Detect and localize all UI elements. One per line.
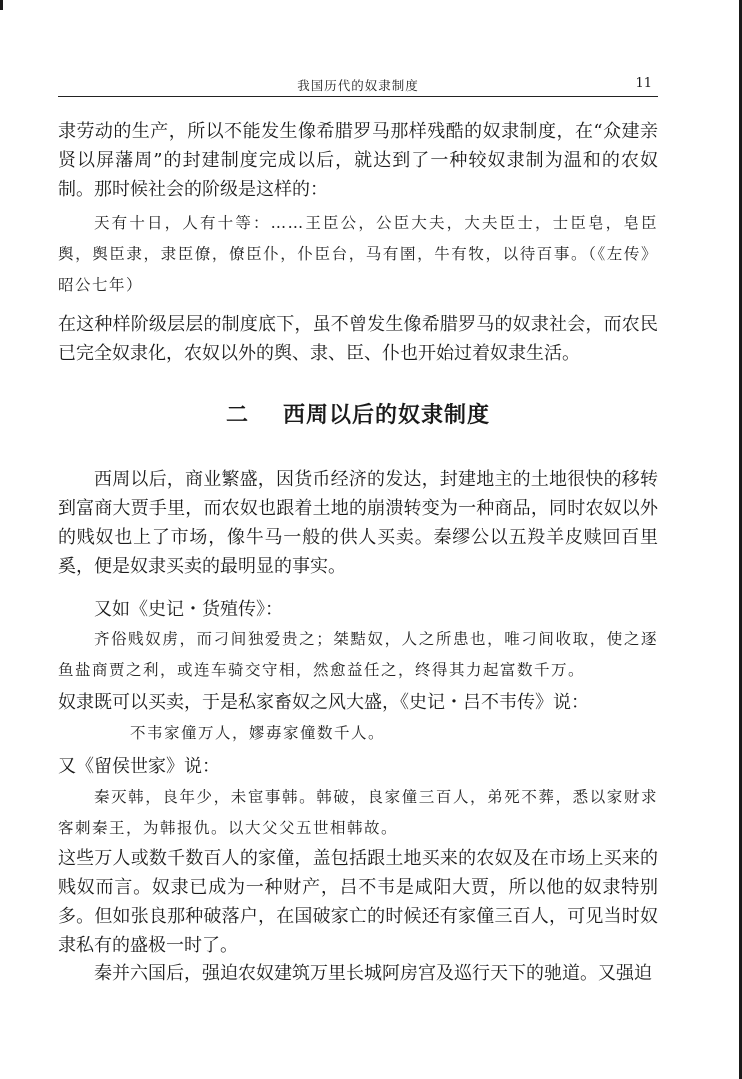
section-title: 西周以后的奴隶制度	[283, 403, 491, 428]
page-corner-mark	[0, 0, 3, 10]
running-header	[58, 70, 658, 97]
paragraph-1: 隶劳动的生产，所以不能发生像希腊罗马那样残酷的奴隶制度，在“众建亲贤以屏藩周”的封建制度完成以后，就达到了一种较奴隶制为温和的农奴制。那时候社会的阶级是这样的：	[58, 121, 658, 200]
paragraph-7: 这些万人或数千数百人的家僮，盖包括跟土地买来的农奴及在市场上买来的贱奴而言。奴隶已成为一种财产，吕不韦是咸阳大贾，所以他的奴隶特别多。但如张良那种破落户，在国破家亡的时候还有家僮三百人，可见当时奴隶私有的盛极一时了。	[58, 848, 658, 956]
paragraph-8: 秦并六国后，强迫农奴建筑万里长城阿房宫及巡行天下的驰道。又强迫	[94, 963, 652, 984]
quote-lubuwei: 不韦家僮万人，嫪毐家僮数千人。	[130, 724, 386, 742]
quote-zuozhuan: 天有十日，人有十等：……王臣公，公臣大夫，大夫臣士，士臣皂，皂臣舆，舆臣隶，隶臣僚，僚臣仆，仆臣台，马有圉，牛有牧，以待百事。（《左传》昭公七年）	[58, 214, 658, 294]
paragraph-6: 又《留侯世家》说：	[58, 756, 220, 777]
section-number: 二	[225, 403, 249, 428]
quote-huozhi: 齐俗贱奴虏，而刁间独爱贵之；桀黠奴，人之所患也，唯刁间收取，使之逐鱼盐商贾之利，或连车骑交守相，然愈益任之，终得其力起富数千万。	[58, 630, 658, 679]
section-heading	[58, 398, 658, 429]
paragraph-5: 奴隶既可以买卖，于是私家畜奴之风大盛，《史记・吕不韦传》说：	[58, 692, 589, 713]
page-number: 11	[635, 76, 652, 91]
paragraph-2: 在这种样阶级层层的制度底下，虽不曾发生像希腊罗马的奴隶社会，而农民已完全奴隶化，农奴以外的舆、隶、臣、仆也开始过着奴隶生活。	[58, 314, 658, 364]
paragraph-4: 又如《史记・货殖传》：	[94, 599, 283, 620]
running-title: 我国历代的奴隶制度	[297, 78, 419, 93]
quote-liuhou: 秦灭韩，良年少，未宦事韩。韩破，良家僮三百人，弟死不葬，悉以家财求客刺秦王，为韩报仇。以大父父五世相韩故。	[58, 788, 658, 837]
paragraph-3: 西周以后，商业繁盛，因货币经济的发达，封建地主的土地很快的移转到富商大贾手里，而农奴也跟着土地的崩溃转变为一种商品，同时农奴以外的贱奴也上了市场，像牛马一般的供人买卖。秦缪公以五羖羊皮赎回百里奚，便是奴隶买卖的最明显的事实。	[58, 469, 658, 577]
